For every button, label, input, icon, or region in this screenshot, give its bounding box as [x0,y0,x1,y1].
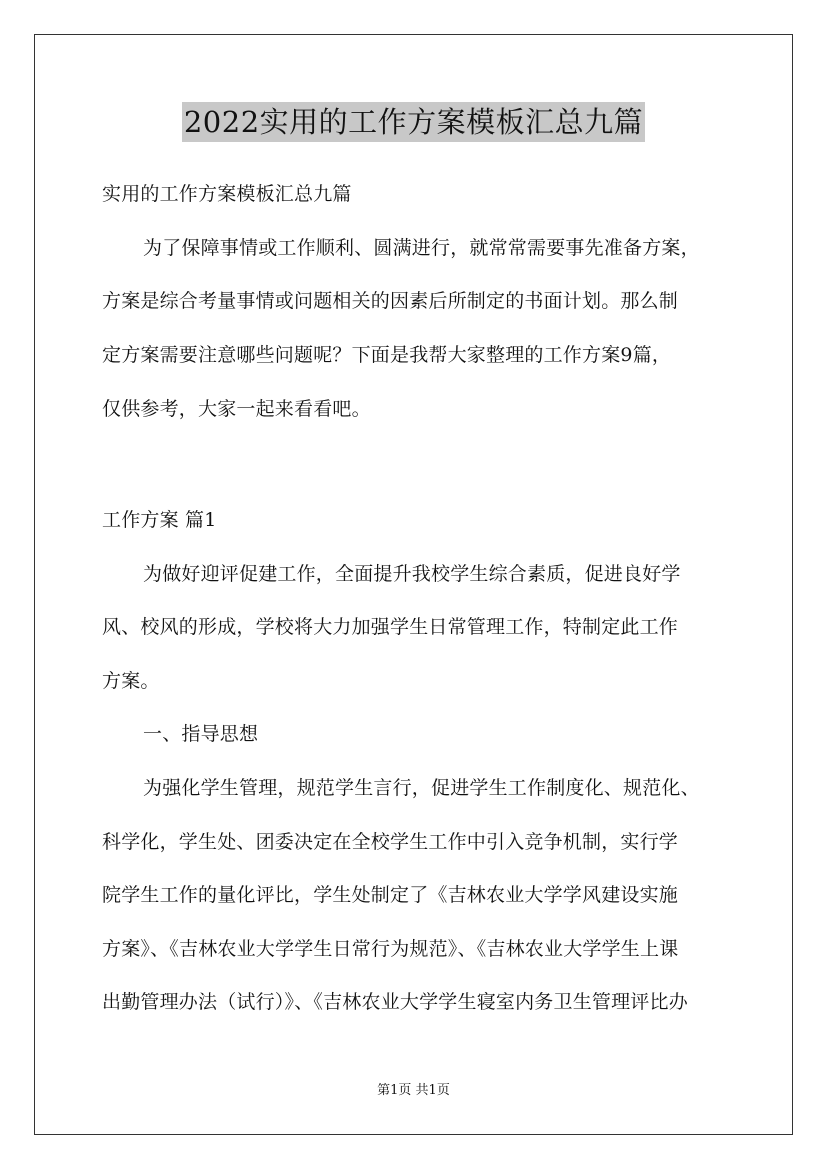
subsection-heading: 一、指导思想 [143,723,259,745]
paragraph-line: 院学生工作的量化评比，学生处制定了《吉林农业大学学风建设实施 [102,884,679,906]
paragraph-line: 出勤管理办法（试行）》、《吉林农业大学学生寝室内务卫生管理评比办 [102,991,688,1013]
paragraph-line: 方案是综合考量事情或问题相关的因素后所制定的书面计划。那么制 [102,290,679,312]
page-number-footer: 第1页 共1页 [377,1083,450,1098]
paragraph-line: 风、校风的形成，学校将大力加强学生日常管理工作，特制定此工作 [102,616,679,638]
paragraph-line: 为了保障事情或工作顺利、圆满进行，就常常需要事先准备方案， [143,237,700,259]
paragraph-line: 方案。 [102,670,160,692]
document-title: 2022实用的工作方案模板汇总九篇 [182,102,645,142]
paragraph-line: 为强化学生管理，规范学生言行，促进学生工作制度化、规范化、 [143,777,700,799]
section-heading: 工作方案 篇1 [102,509,217,531]
paragraph-line: 科学化，学生处、团委决定在全校学生工作中引入竞争机制，实行学 [102,831,679,853]
paragraph-line: 仅供参考，大家一起来看看吧。 [102,398,371,420]
title-container [0,102,827,142]
paragraph-line: 定方案需要注意哪些问题呢？下面是我帮大家整理的工作方案9篇， [102,344,672,366]
subtitle-line: 实用的工作方案模板汇总九篇 [102,183,352,205]
paragraph-line: 为做好迎评促建工作，全面提升我校学生综合素质，促进良好学 [143,563,681,585]
paragraph-line: 方案》、《吉林农业大学学生日常行为规范》、《吉林农业大学学生上课 [102,938,679,960]
